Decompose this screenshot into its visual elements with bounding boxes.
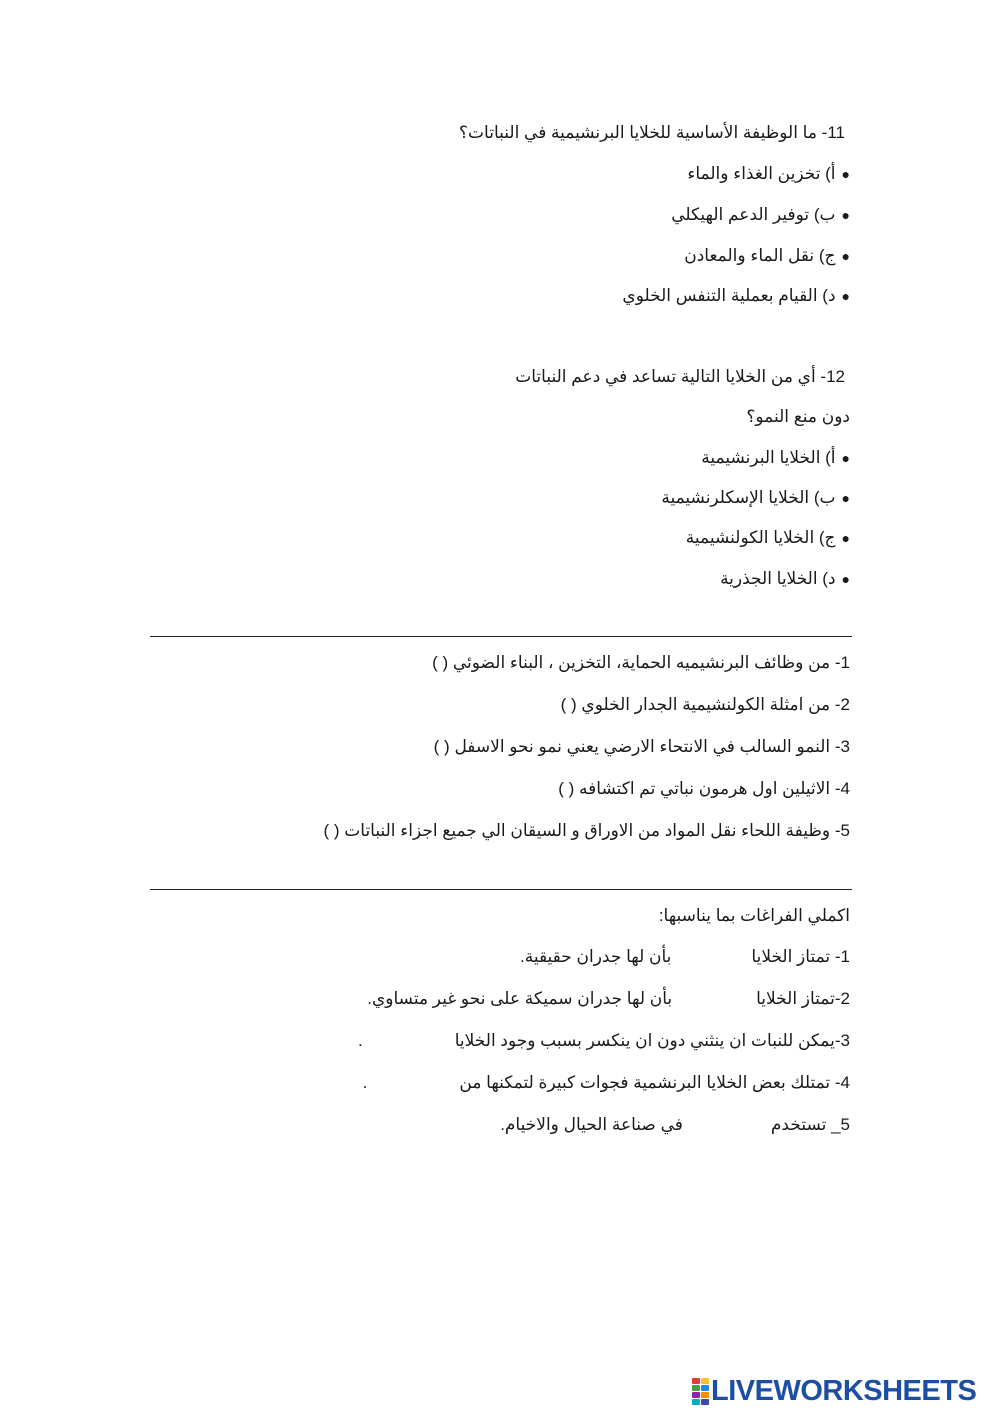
fill-item-4-end: . [362,1073,368,1092]
liveworksheets-logo [692,1376,976,1406]
tf-item-3-text: 3- النمو السالب في الانتحاء الارضي يعني نمو نحو الاسفل [454,737,850,756]
bullet-icon: ● [841,248,850,264]
q12-option-a-label: أ) الخلايا البرنشيمية [701,448,836,467]
fill-item-2-start: 2-تمتاز الخلايا [756,989,850,1008]
question-12-line2: دون منع النمو؟ [746,407,850,426]
fill-item-3-end: . [358,1031,363,1050]
fill-instruction: اكملي الفراغات بما يناسبها: [658,906,850,925]
q11-option-d-label: د) القيام بعملية التنفس الخلوي [622,286,836,305]
fill-item-1-start: 1- تمتاز الخلايا [751,947,850,966]
fill-item-5-start: 5_ تستخدم [770,1115,850,1134]
tf-item-5 [323,820,850,842]
question-12-line1: 12- أي من الخلايا التالية تساعد في دعم النباتات [515,367,845,386]
bullet-icon: ● [841,166,850,182]
bullet-icon: ● [841,571,850,587]
section-divider-1 [150,636,852,637]
tf-item-4 [558,778,850,800]
q11-option-c-label: ج) نقل الماء والمعادن [684,246,836,265]
tf-item-2 [561,694,850,716]
tf-item-5-text: 5- وظيفة اللحاء نقل المواد من الاوراق و السيقان الي جميع اجزاء النباتات [344,821,850,840]
bullet-icon: ● [841,288,850,304]
fill-item-4-start: 4- تمتلك بعض الخلايا البرنشمية فجوات كبيرة لتمكنها من [459,1073,850,1092]
bullet-icon: ● [841,530,850,546]
tf-answer-box-5[interactable]: ( ) [323,821,340,840]
liveworksheets-logo-icon [692,1378,708,1404]
q12-option-c-label: ج) الخلايا الكولنشيمية [685,528,836,547]
tf-answer-box-4[interactable]: ( ) [558,779,575,798]
fill-item-1-end: بأن لها جدران حقيقية. [519,947,672,966]
tf-answer-box-3[interactable]: ( ) [433,737,450,756]
fill-item-3-start: 3-يمكن للنبات ان ينثني دون ان ينكسر بسبب وجود الخلايا [454,1031,850,1050]
q12-option-b[interactable] [661,487,850,509]
q11-option-a[interactable] [687,163,850,185]
tf-answer-box-2[interactable]: ( ) [560,695,577,714]
tf-item-1 [432,652,850,674]
fill-item-1 [520,946,850,968]
q12-option-d-label: د) الخلايا الجذرية [720,569,836,588]
q12-option-d[interactable] [720,568,850,590]
bullet-icon: ● [841,207,850,223]
q11-option-b[interactable] [671,204,850,226]
question-11: 11- ما الوظيفة الأساسية للخلايا البرنشيمية في النباتات؟ [459,123,845,142]
bullet-icon: ● [841,490,850,506]
q12-option-c[interactable] [686,527,850,549]
fill-item-2-end: بأن لها جدران سميكة على نحو غير متساوي. [367,989,673,1008]
bullet-icon: ● [841,450,850,466]
fill-item-4 [363,1072,850,1094]
fill-item-2 [367,988,850,1010]
fill-item-5 [500,1114,850,1136]
fill-item-5-end: في صناعة الحيال والاخيام. [500,1115,683,1134]
tf-item-1-text: 1- من وظائف البرنشيميه الحماية، التخزين ، البناء الضوئي [452,653,850,672]
tf-item-4-text: 4- الاثيلين اول هرمون نباتي تم اكتشافه [579,779,850,798]
tf-answer-box-1[interactable]: ( ) [432,653,449,672]
q11-option-b-label: ب) توفير الدعم الهيكلي [671,205,836,224]
liveworksheets-logo-text: LIVEWORKSHEETS [711,1374,977,1407]
section-divider-2 [150,889,852,890]
q11-option-d[interactable] [622,285,850,307]
q11-option-a-label: أ) تخزين الغذاء والماء [687,164,836,183]
fill-item-3 [358,1030,850,1052]
q11-option-c[interactable] [684,245,850,267]
tf-item-2-text: 2- من امثلة الكولنشيمية الجدار الخلوي [581,695,850,714]
q12-option-a[interactable] [701,447,850,469]
q12-option-b-label: ب) الخلايا الإسكلرنشيمية [661,488,836,507]
tf-item-3 [434,736,850,758]
